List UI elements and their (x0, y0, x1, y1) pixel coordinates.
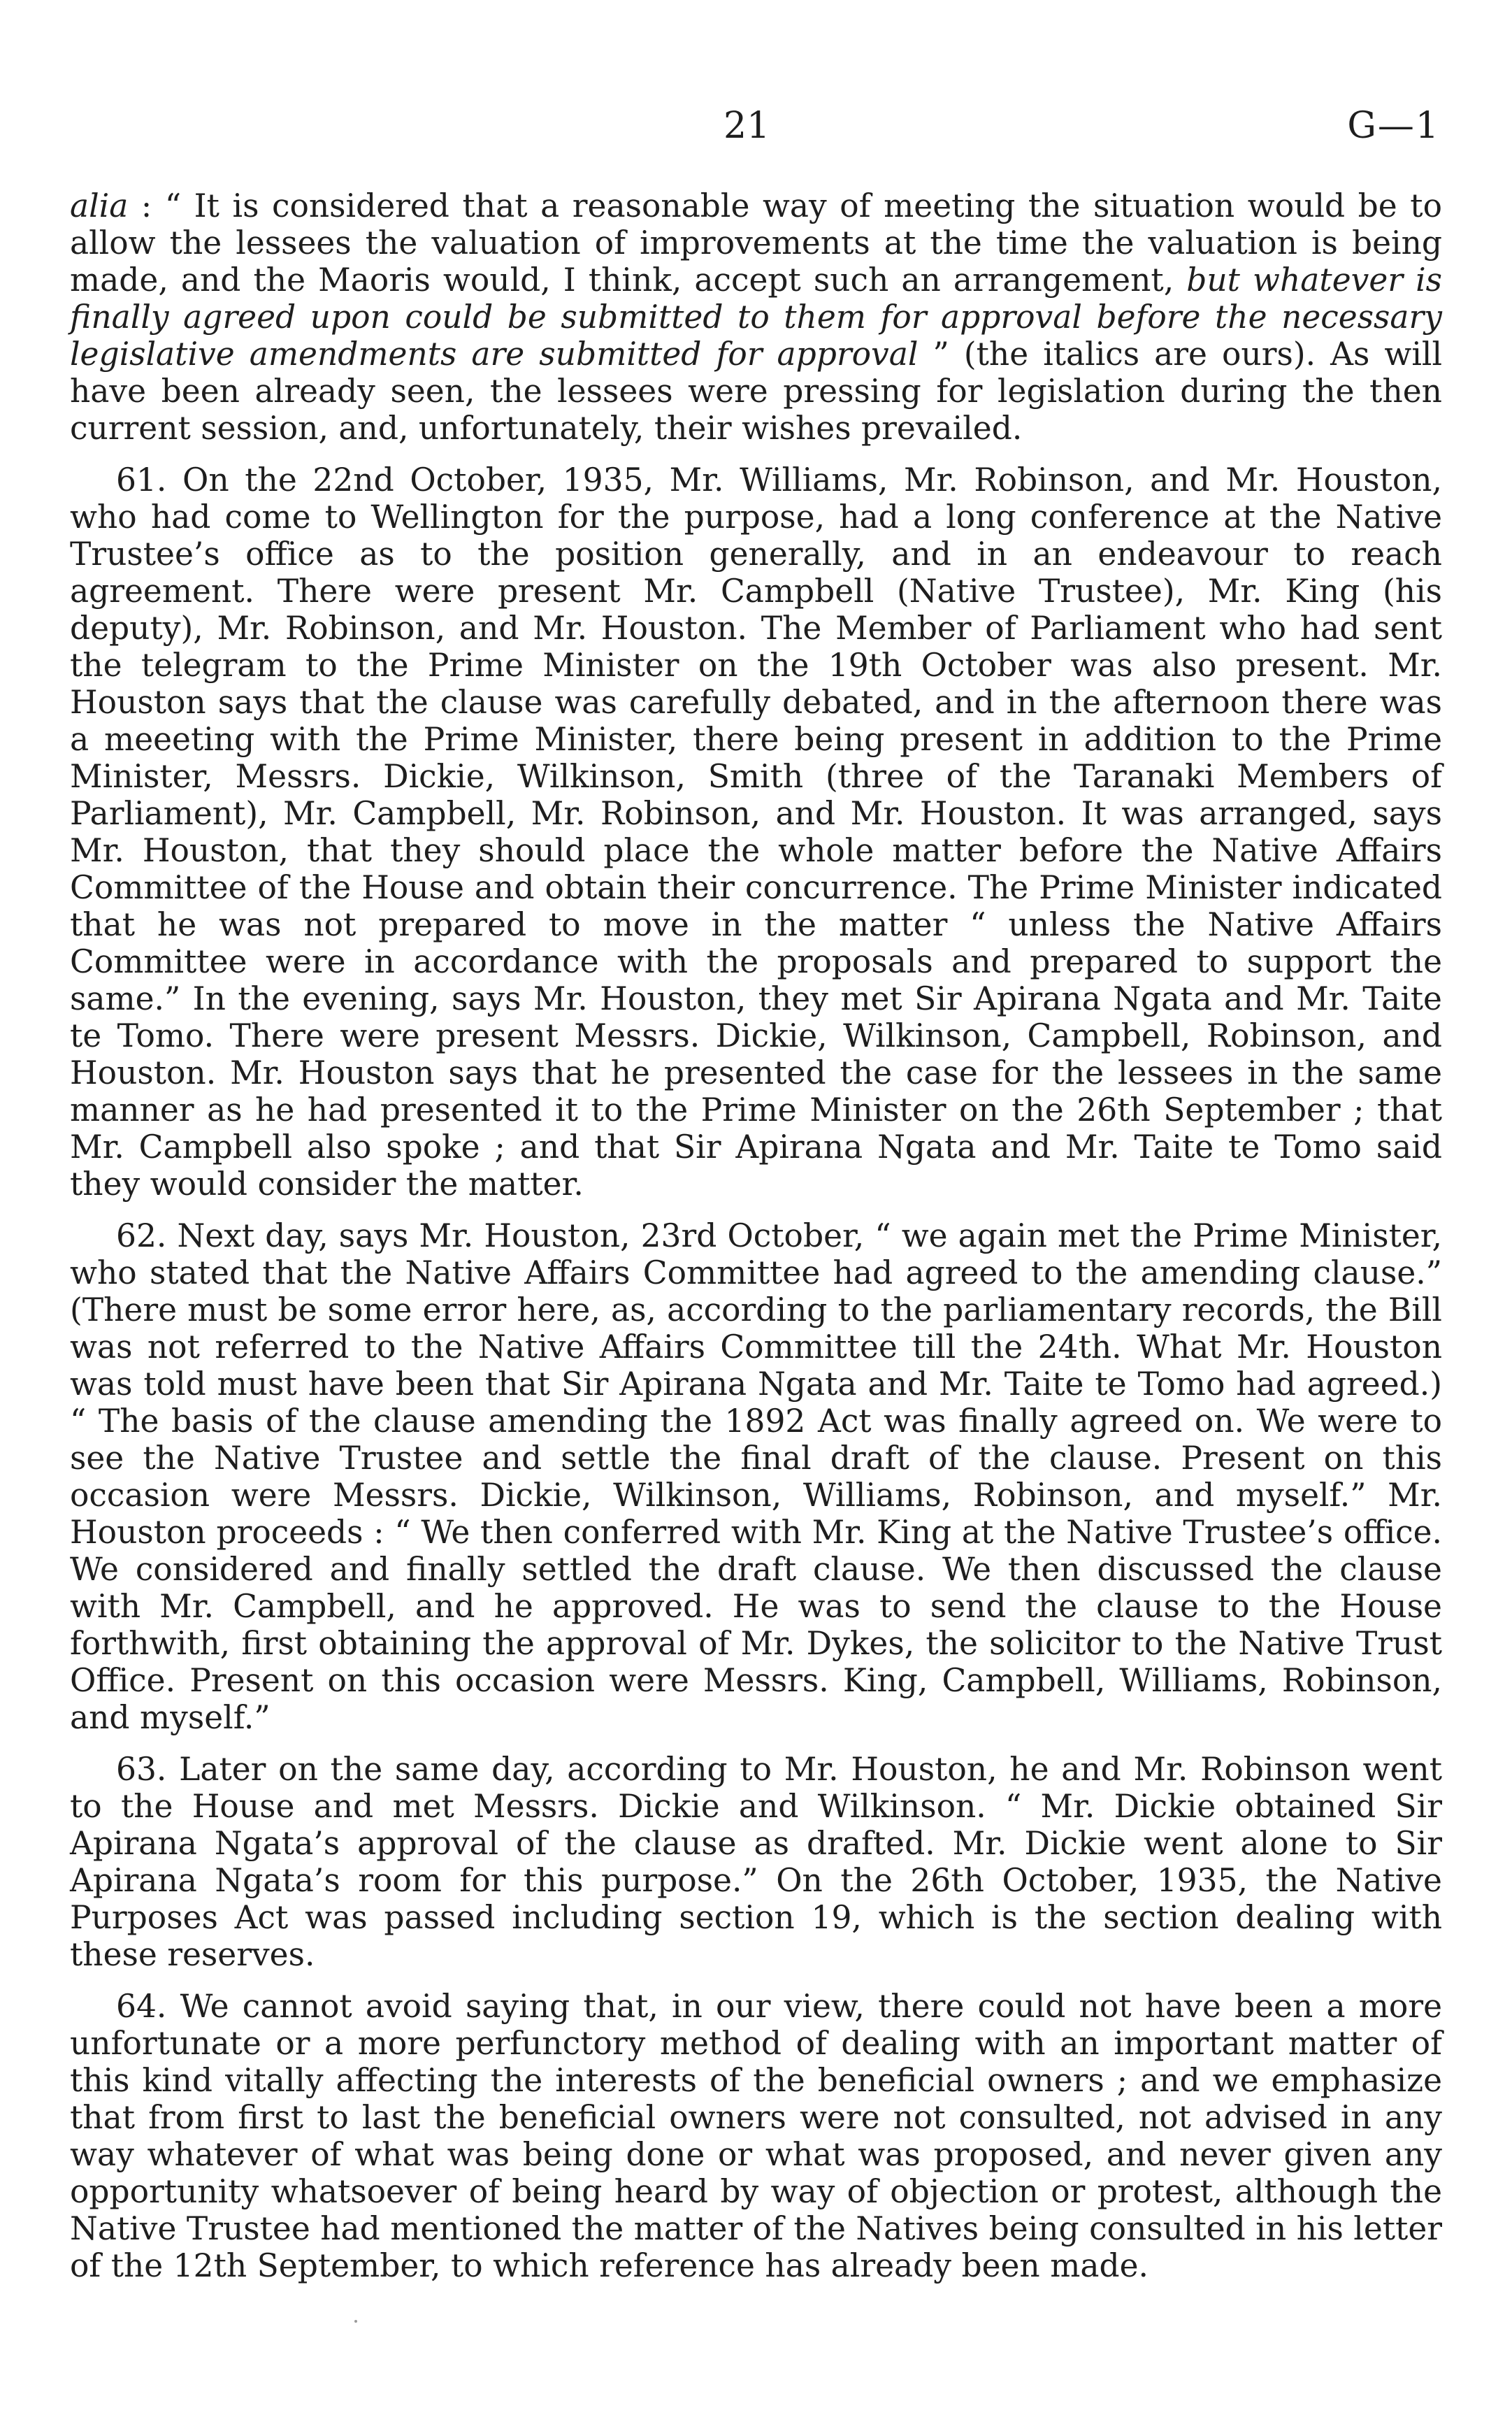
paragraph-text: We cannot avoid saying that, in our view, there could not have been a more unfortunate or a more perfunctory method of dealing with an important matter of this kind vitally affecting the interests of the beneficial owners ; and we emphasize that from first to last the beneficial owners were not consulted, not advised in any way whatever of what was being done or what was proposed, and never given any opportunity whatsoever of being heard by way of objection or protest, although the Native Trustee had mentioned the matter of the Natives being consulted in his letter of the 12th September, to which reference has already been made. (70, 1988, 1442, 2284)
paragraph-text: Later on the same day, according to Mr. Houston, he and Mr. Robinson went to the House and met Messrs. Dickie and Wilkinson. “ Mr. Dickie obtained Sir Apirana Ngata’s approval of the clause as drafted. Mr. Dickie went alone to Sir Apirana Ngata’s room for this purpose.” On the 26th October, 1935, the Native Purposes Act was passed including section 19, which is the section dealing with these reserves. (70, 1751, 1442, 1973)
paragraph-number: 64. (116, 1988, 167, 2025)
page-number: 21 (723, 105, 770, 147)
paragraph-63 (70, 1751, 1442, 1973)
italic-alia: alia (70, 187, 129, 224)
paragraph-text: ” (the italics are ours). As will have been already seen, the lessees were pressing for legislation during the then current session, and, unfortunately, their wishes prevailed. (70, 336, 1443, 447)
paragraph-62 (70, 1217, 1442, 1736)
paragraph-60-continuation (70, 187, 1442, 447)
paragraph-64 (70, 1988, 1442, 2284)
document-reference: G—1 (1347, 105, 1440, 147)
quote-text: : “ It is considered that a reasonable way of meeting the situation would be to allow the lessees the valuation of improvements at the time the valuation is being made, and the Maoris would, I think, accept such an arrangement, (70, 187, 1442, 299)
paragraph-text: Next day, says Mr. Houston, 23rd October, “ we again met the Prime Minister, who stated that the Native Affairs Committee had agreed to the amending clause.” (There must be some error here, as, according to the parliamentary records, the Bill was not referred to the Native Affairs Committee till the 24th. What Mr. Houston was told must have been that Sir Apirana Ngata and Mr. Taite te Tomo had agreed.) “ The basis of the clause amending the 1892 Act was finally agreed on. We were to see the Native Trustee and settle the final draft of the clause. Present on this occasion were Messrs. Dickie, Wilkinson, Williams, Robinson, and myself.” Mr. Houston proceeds : “ We then conferred with Mr. King at the Native Trustee’s office. We considered and finally settled the draft clause. We then discussed the clause with Mr. Campbell, and he approved. He was to send the clause to the House forthwith, first obtaining the approval of Mr. Dykes, the solicitor to the Native Trust Office. Present on this occasion were Messrs. King, Campbell, Williams, Robinson, and myself.” (70, 1217, 1442, 1736)
paragraph-61 (70, 461, 1442, 1203)
page-header (0, 105, 1512, 168)
ink-speck (354, 2320, 357, 2323)
paragraph-number: 63. (116, 1751, 167, 1788)
italic-quote: but whatever is finally agreed upon could be submitted to them for approval before the necessary legislative amendments are submitted for approval (70, 261, 1442, 373)
paragraph-number: 61. (116, 461, 167, 499)
paragraph-number: 62. (116, 1217, 167, 1254)
body-text (70, 187, 1442, 2284)
paragraph-text: On the 22nd October, 1935, Mr. Williams, Mr. Robinson, and Mr. Houston, who had come to Wellington for the purpose, had a long conference at the Native Trustee’s office as to the position generally, and in an endeavour to reach agreement. There were present Mr. Campbell (Native Trustee), Mr. King (his deputy), Mr. Robinson, and Mr. Houston. The Member of Parliament who had sent the telegram to the Prime Minister on the 19th October was also present. Mr. Houston says that the clause was carefully debated, and in the afternoon there was a meeeting with the Prime Minister, there being present in addition to the Prime Minister, Messrs. Dickie, Wilkinson, Smith (three of the Taranaki Members of Parliament), Mr. Campbell, Mr. Robinson, and Mr. Houston. It was arranged, says Mr. Houston, that they should place the whole matter before the Native Affairs Committee of the House and obtain their concurrence. The Prime Minister indicated that he was not prepared to move in the matter “ unless the Native Affairs Committee were in accordance with the proposals and prepared to support the same.” In the evening, says Mr. Houston, they met Sir Apirana Ngata and Mr. Taite te Tomo. There were present Messrs. Dickie, Wilkinson, Campbell, Robinson, and Houston. Mr. Houston says that he presented the case for the lessees in the same manner as he had presented it to the Prime Minister on the 26th September ; that Mr. Campbell also spoke ; and that Sir Apirana Ngata and Mr. Taite te Tomo said they would consider the matter. (70, 461, 1442, 1203)
